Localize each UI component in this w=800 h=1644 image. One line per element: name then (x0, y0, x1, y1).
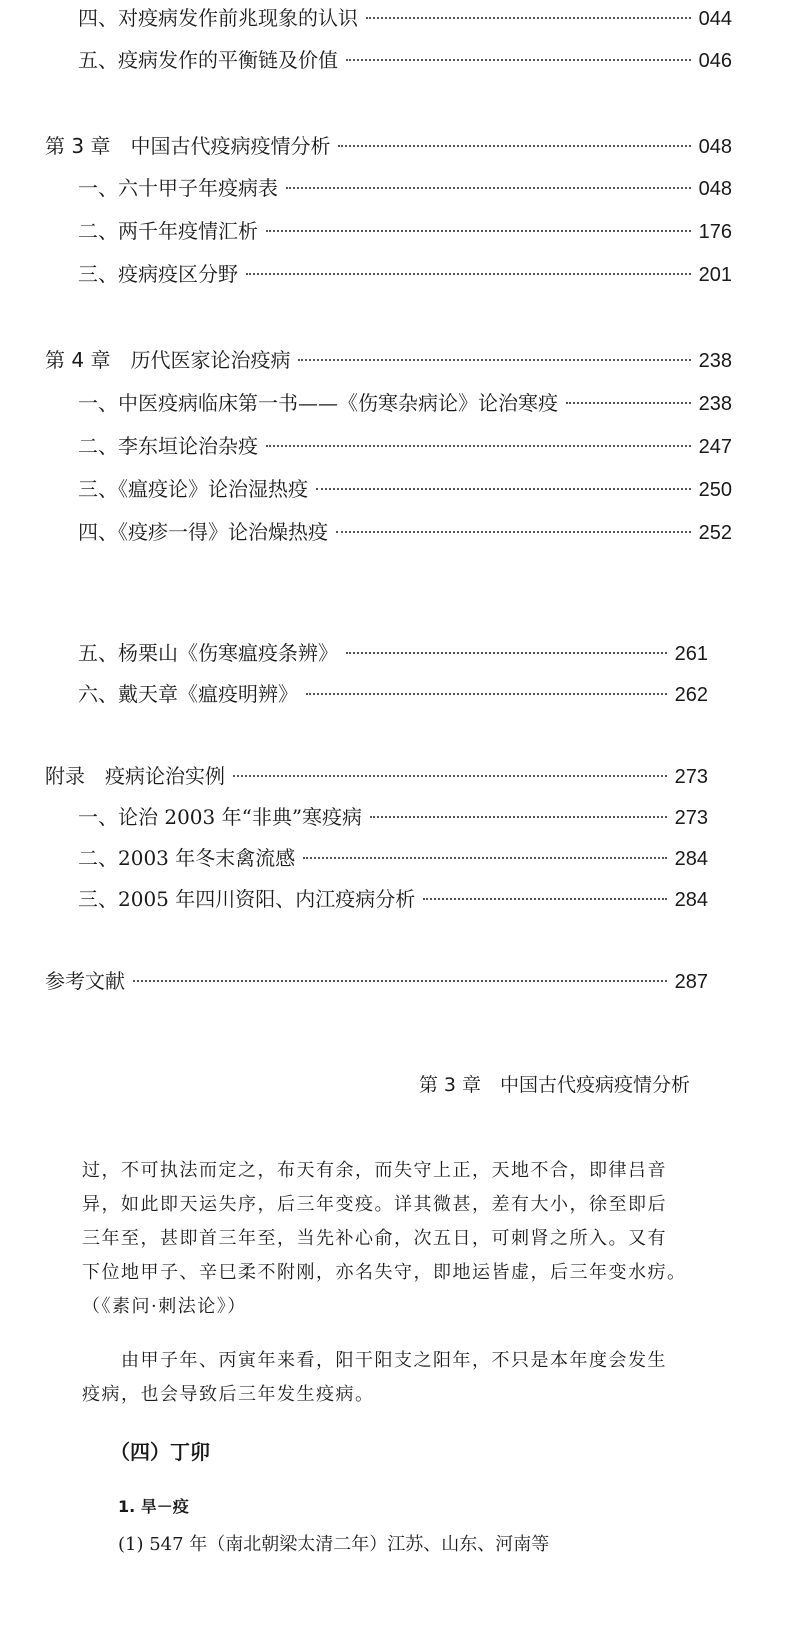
toc-title: 二、两千年疫情汇析 (78, 219, 258, 243)
toc-entry (78, 174, 732, 203)
toc-title: 第 4 章 历代医家论治疫病 (45, 348, 291, 372)
dot-leader (338, 145, 690, 147)
toc-page-number: 247 (698, 436, 732, 458)
toc-references-entry (45, 967, 708, 996)
toc-page-number: 201 (698, 264, 732, 286)
toc-title: 第 3 章 中国古代疫病疫情分析 (45, 134, 331, 158)
toc-title: 一、六十甲子年疫病表 (78, 176, 278, 200)
dot-leader (298, 359, 690, 361)
dot-leader (266, 445, 691, 447)
toc-title: 三、疫病疫区分野 (78, 262, 238, 286)
dot-leader (370, 816, 667, 818)
toc-page-number: 176 (698, 221, 732, 243)
quote-line: 异，如此即天运失序，后三年变疫。详其微甚，差有大小，徐至即后 (82, 1194, 667, 1215)
dot-leader (316, 488, 691, 490)
dot-leader (266, 230, 691, 232)
toc-entry (78, 217, 732, 246)
toc-page-number: 273 (674, 807, 708, 829)
toc-title: 四、对疫病发作前兆现象的认识 (78, 6, 358, 30)
toc-page-number: 044 (698, 8, 732, 30)
toc-title: 附录 疫病论治实例 (45, 764, 225, 788)
toc-page-number: 046 (698, 50, 732, 72)
toc-page-number: 284 (674, 889, 708, 911)
subheading: 1. 旱－疫 (118, 1497, 189, 1516)
toc-entry (78, 844, 708, 873)
toc-title: 三、2005 年四川资阳、内江疫病分析 (78, 887, 416, 911)
toc-page-number: 250 (698, 479, 732, 501)
toc-entry (78, 885, 708, 914)
toc-page-number: 252 (698, 522, 732, 544)
dot-leader (286, 187, 691, 189)
toc-entry (78, 475, 732, 504)
toc-title: 四、《疫疹一得》论治燥热疫 (78, 520, 328, 544)
body-line: 疫病，也会导致后三年发生疫病。 (82, 1384, 375, 1405)
dot-leader (346, 652, 667, 654)
toc-title: 三、《瘟疫论》论治湿热疫 (78, 477, 308, 501)
toc-title: 二、2003 年冬末禽流感 (78, 846, 296, 870)
dot-leader (566, 402, 691, 404)
toc-title: 一、中医疫病临床第一书——《伤寒杂病论》论治寒疫 (78, 391, 558, 415)
toc-page-number: 284 (674, 848, 708, 870)
dot-leader (233, 775, 667, 777)
body-page (0, 1074, 800, 1644)
section-heading: （四）丁卯 (110, 1440, 210, 1464)
dot-leader (306, 693, 667, 695)
dot-leader (336, 531, 691, 533)
toc-entry (78, 803, 708, 832)
toc-chapter-entry (45, 132, 732, 161)
toc-entry (78, 432, 732, 461)
toc-page-number: 273 (674, 766, 708, 788)
toc-page-number: 261 (674, 643, 708, 665)
running-head: 第 3 章 中国古代疫病疫情分析 (418, 1074, 690, 1096)
toc-title: 一、论治 2003 年“非典”寒疫病 (78, 805, 363, 829)
toc-title: 二、李东垣论治杂疫 (78, 434, 258, 458)
toc-entry (78, 389, 732, 418)
toc-title: 六、戴天章《瘟疫明辨》 (78, 682, 298, 706)
toc-page-number: 238 (698, 350, 732, 372)
list-item: (1) 547 年（南北朝梁太清二年）江苏、山东、河南等 (118, 1534, 550, 1555)
dot-leader (346, 59, 691, 61)
dot-leader (423, 898, 666, 900)
toc-title: 参考文献 (45, 969, 125, 993)
body-line: 由甲子年、丙寅年来看，阳干阳支之阳年，不只是本年度会发生 (82, 1350, 667, 1371)
toc-page-number: 238 (698, 393, 732, 415)
toc-entry (78, 4, 732, 33)
quote-line: 下位地甲子、辛巳柔不附刚，亦名失守，即地运皆虚，后三年变水疠。 (82, 1262, 687, 1283)
quote-line: 三年至，甚即首三年至，当先补心俞，次五日，可刺肾之所入。又有 (82, 1228, 667, 1249)
toc-page-number: 262 (674, 684, 708, 706)
dot-leader (303, 857, 666, 859)
toc-appendix-entry (45, 762, 708, 791)
toc-page-number: 048 (698, 136, 732, 158)
toc-entry (78, 518, 732, 547)
toc-title: 五、疫病发作的平衡链及价值 (78, 48, 338, 72)
toc-chapter-entry (45, 346, 732, 375)
dot-leader (366, 17, 691, 19)
toc-page-number: 048 (698, 178, 732, 200)
toc-page-number: 287 (674, 971, 708, 993)
toc-entry (78, 639, 708, 668)
quote-source: （《素问·刺法论》） (82, 1296, 247, 1317)
toc-entry (78, 260, 732, 289)
dot-leader (246, 273, 691, 275)
toc-entry (78, 46, 732, 75)
quote-line: 过，不可执法而定之，布天有余，而失守上正，天地不合，即律吕音 (82, 1160, 667, 1181)
toc-entry (78, 680, 708, 709)
dot-leader (133, 980, 667, 982)
toc-title: 五、杨栗山《伤寒瘟疫条辨》 (78, 641, 338, 665)
